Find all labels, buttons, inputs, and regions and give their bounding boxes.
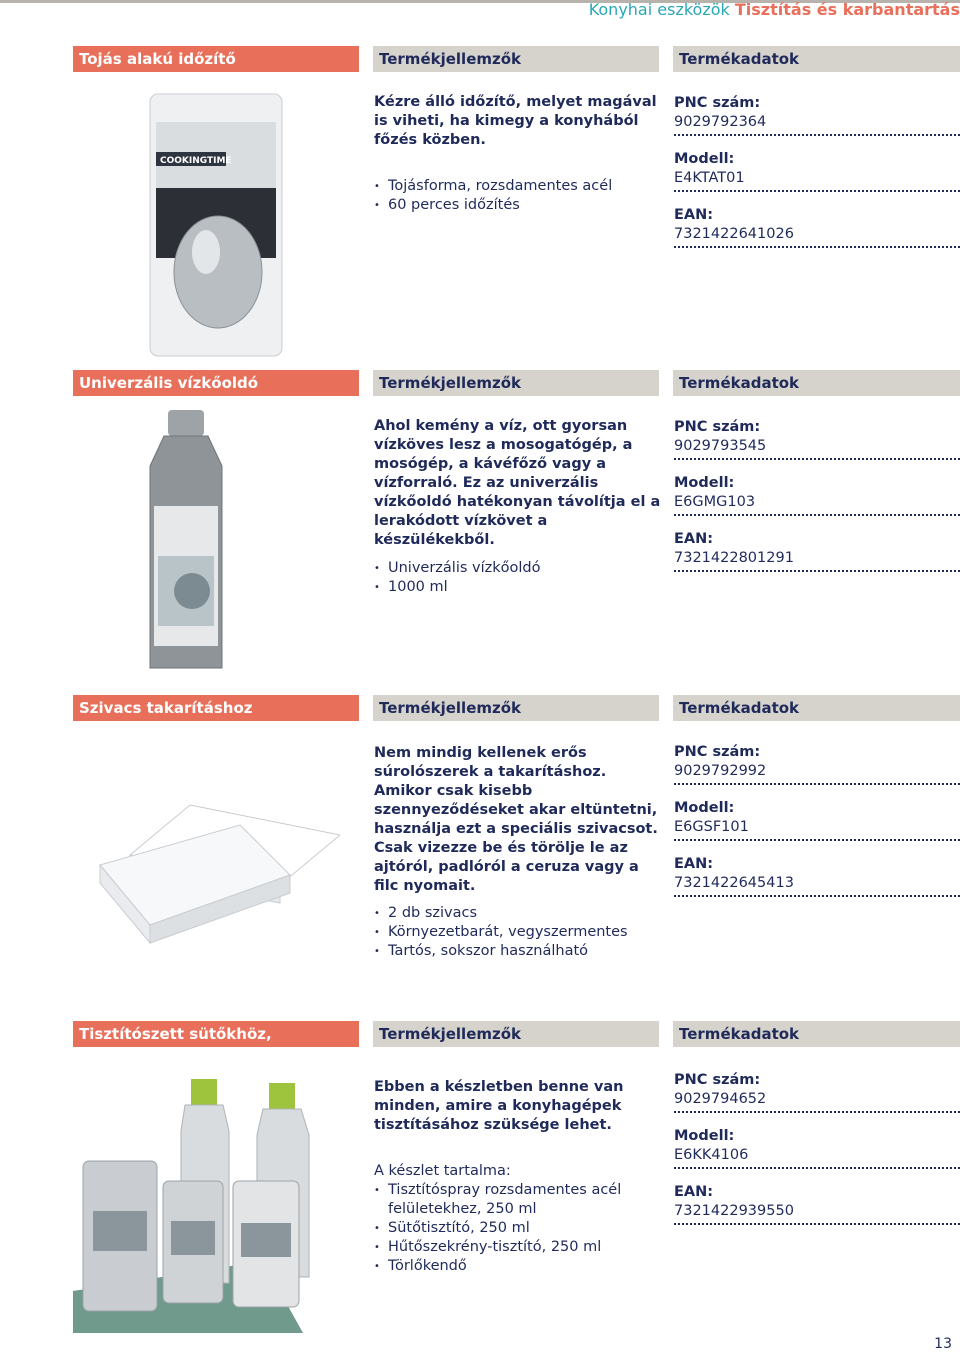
ean-label: EAN: xyxy=(674,531,714,547)
feature-item: • 1000 ml xyxy=(374,578,664,597)
data-heading: Termékadatok xyxy=(673,695,960,721)
feature-list xyxy=(374,904,664,961)
spec-model xyxy=(674,150,960,192)
spec-ean xyxy=(674,530,960,572)
ean-value: 7321422645413 xyxy=(674,875,794,891)
data-heading: Termékadatok xyxy=(673,1021,960,1047)
spec-pnc xyxy=(674,1071,960,1113)
model-value: E6GSF101 xyxy=(674,819,749,835)
egg-timer-image xyxy=(148,92,284,358)
feature-item: • 60 perces időzítés xyxy=(374,196,664,215)
product-description: Ahol kemény a víz, ott gyorsan vízköves lesz a mosogatógép, a mosógép, a kávéfőző vagy a vízforraló. Ez az univerzális vízkőoldó hatékonyan távolítja el a lerakódott vízkövet a készülékekből. xyxy=(374,418,661,548)
model-label: Modell: xyxy=(674,800,735,816)
feature-list xyxy=(374,1181,664,1276)
spec-pnc xyxy=(674,94,960,136)
ean-label: EAN: xyxy=(674,856,714,872)
spec-pnc xyxy=(674,418,960,460)
feature-item: • Környezetbarát, vegyszermentes xyxy=(374,923,664,942)
header-subcategory: Tisztítás és karbantartás xyxy=(734,0,960,19)
header-category: Konyhai eszközök xyxy=(588,0,730,19)
pnc-label: PNC szám: xyxy=(674,1072,761,1088)
spec-list xyxy=(674,94,960,262)
sponge-image xyxy=(90,785,340,945)
feature-item: • Tisztítóspray rozsdamentes acél felületekhez, 250 ml xyxy=(374,1181,664,1219)
pnc-label: PNC szám: xyxy=(674,95,761,111)
product-section-sponge xyxy=(0,695,960,995)
product-description: Ebben a készletben benne van minden, amire a konyhagépek tisztításához szüksége lehet. xyxy=(374,1079,624,1133)
features-heading: Termékjellemzők xyxy=(373,1021,659,1047)
spec-ean xyxy=(674,206,960,248)
descaler-bottle-image xyxy=(118,406,254,676)
page-number: 13 xyxy=(934,1336,952,1352)
feature-item: • Tojásforma, rozsdamentes acél xyxy=(374,177,664,196)
features-heading: Termékjellemzők xyxy=(373,370,659,396)
spec-model xyxy=(674,474,960,516)
product-section-cleaning-kit xyxy=(0,1021,960,1341)
spec-model xyxy=(674,799,960,841)
feature-item: • Törlőkendő xyxy=(374,1257,664,1276)
pnc-value: 9029792364 xyxy=(674,114,767,130)
product-description: Nem mindig kellenek erős súrolószerek a takarításhoz. Amikor csak kisebb szennyeződéseket akar eltüntetni, használja ezt a speciális szivacsot. Csak vizezze be és törölje le az ajtóról, padlóról a ceruza vagy a filc nyomait. xyxy=(374,745,658,894)
features-heading: Termékjellemzők xyxy=(373,695,659,721)
pnc-value: 9029794652 xyxy=(674,1091,767,1107)
feature-item: • Tartós, sokszor használható xyxy=(374,942,664,961)
product-title: Tisztítószett sütőkhöz, főzőlapokhoz xyxy=(73,1021,359,1047)
pnc-label: PNC szám: xyxy=(674,744,761,760)
product-section-descaler xyxy=(0,370,960,680)
cleaning-kit-image xyxy=(73,1061,337,1333)
spec-model xyxy=(674,1127,960,1169)
pnc-label: PNC szám: xyxy=(674,419,761,435)
product-title: Szivacs takarításhoz xyxy=(73,695,359,721)
ean-value: 7321422641026 xyxy=(674,226,794,242)
pnc-value: 9029793545 xyxy=(674,438,767,454)
features-heading: Termékjellemzők xyxy=(373,46,659,72)
feature-item: • Univerzális vízkőoldó xyxy=(374,559,664,578)
model-value: E4KTAT01 xyxy=(674,170,745,186)
data-heading: Termékadatok xyxy=(673,46,960,72)
spec-ean xyxy=(674,1183,960,1225)
ean-label: EAN: xyxy=(674,1184,714,1200)
model-label: Modell: xyxy=(674,475,735,491)
product-section-egg-timer xyxy=(0,46,960,346)
kit-contents-intro: A készlet tartalma: xyxy=(374,1163,511,1179)
spec-ean xyxy=(674,855,960,897)
product-title: Univerzális vízkőoldó xyxy=(73,370,359,396)
ean-value: 7321422939550 xyxy=(674,1203,794,1219)
model-label: Modell: xyxy=(674,151,735,167)
ean-label: EAN: xyxy=(674,207,714,223)
package-brand-text: COOKINGTIME xyxy=(160,156,232,166)
data-heading: Termékadatok xyxy=(673,370,960,396)
spec-list xyxy=(674,418,960,586)
feature-item: • Sütőtisztító, 250 ml xyxy=(374,1219,664,1238)
product-title: Tojás alakú időzítő xyxy=(73,46,359,72)
model-label: Modell: xyxy=(674,1128,735,1144)
feature-item: • Hűtőszekrény-tisztító, 250 ml xyxy=(374,1238,664,1257)
ean-value: 7321422801291 xyxy=(674,550,794,566)
model-value: E6GMG103 xyxy=(674,494,756,510)
feature-item: • 2 db szivacs xyxy=(374,904,664,923)
spec-pnc xyxy=(674,743,960,785)
feature-list xyxy=(374,177,664,215)
model-value: E6KK4106 xyxy=(674,1147,749,1163)
spec-list xyxy=(674,1071,960,1239)
pnc-value: 9029792992 xyxy=(674,763,767,779)
product-description: Kézre álló időzítő, melyet magával is viheti, ha kimegy a konyhából főzés közben. xyxy=(374,94,657,148)
feature-list xyxy=(374,559,664,597)
page-header xyxy=(589,0,960,19)
spec-list xyxy=(674,743,960,911)
